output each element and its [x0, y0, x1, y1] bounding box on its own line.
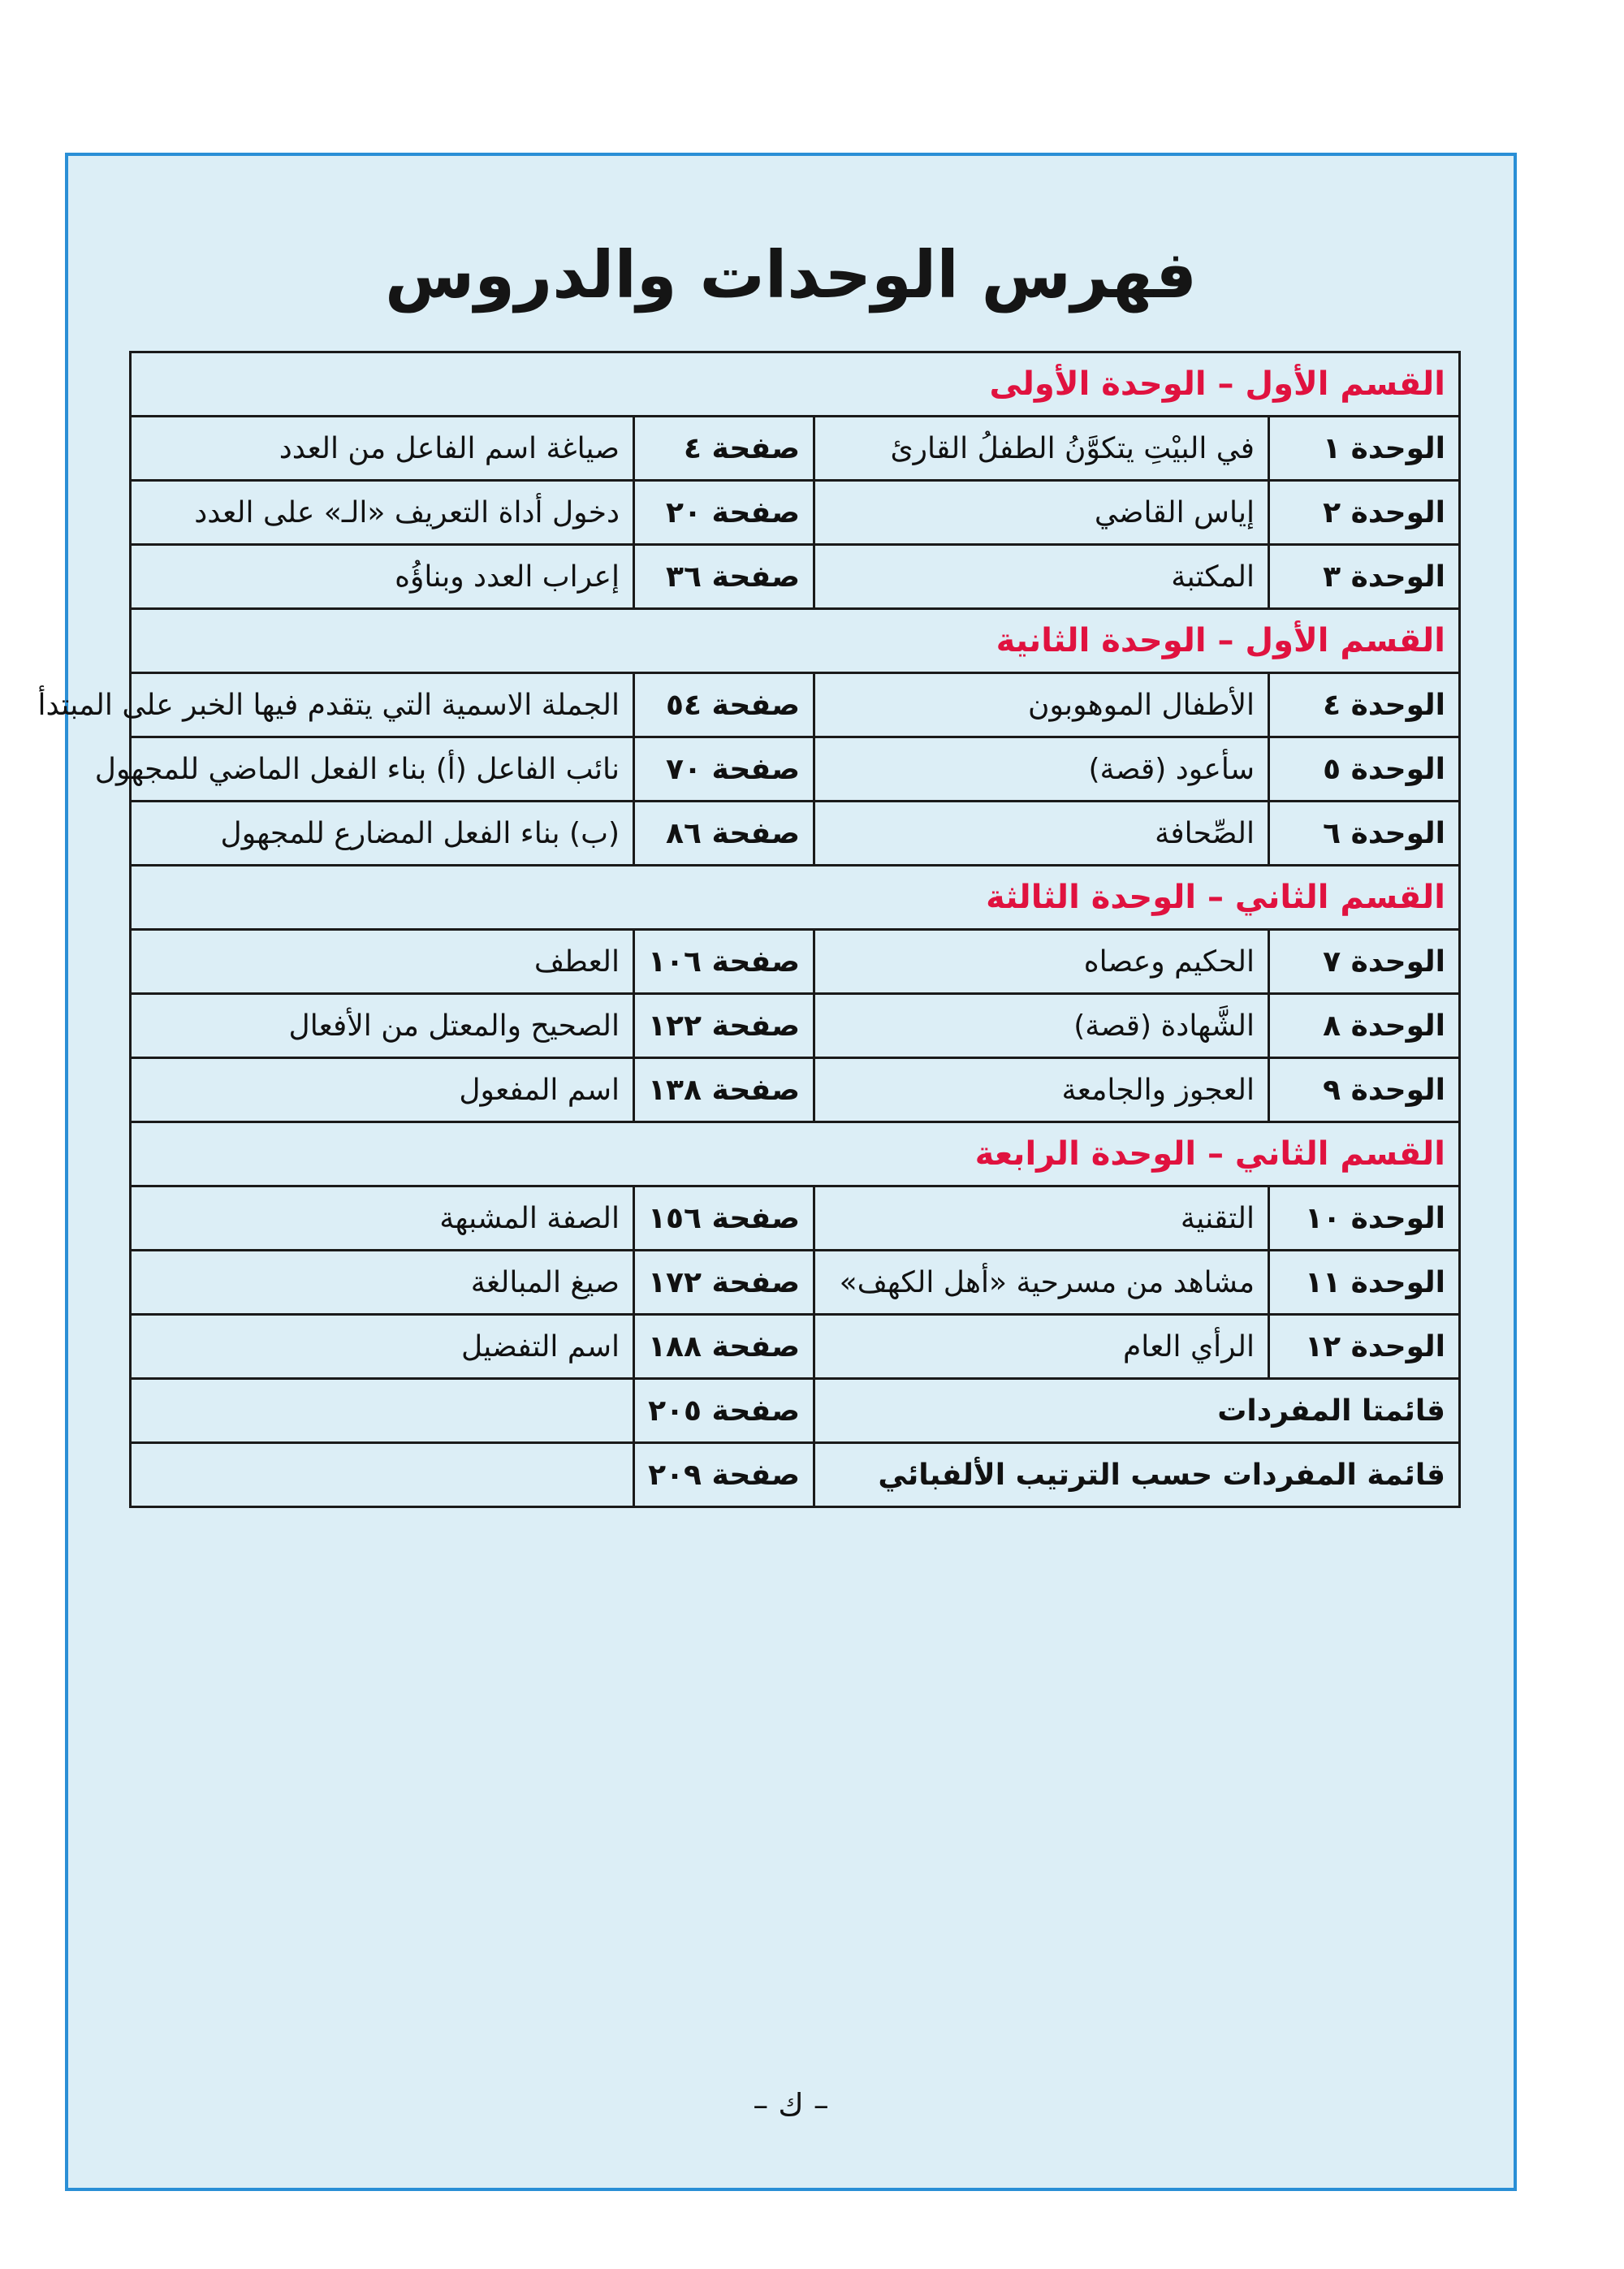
grammar-topic: صيغ المبالغة	[131, 1251, 634, 1315]
unit-number: الوحدة ١	[1269, 417, 1460, 481]
section-heading-row	[131, 866, 1460, 930]
unit-number: الوحدة ٦	[1269, 802, 1460, 866]
grammar-topic: نائب الفاعل (أ) بناء الفعل الماضي للمجهول	[131, 737, 634, 802]
table-row	[131, 481, 1460, 545]
table-row	[131, 930, 1460, 994]
unit-number: الوحدة ١٢	[1269, 1315, 1460, 1379]
grammar-topic: الصحيح والمعتل من الأفعال	[131, 994, 634, 1058]
grammar-topic: اسم المفعول	[131, 1058, 634, 1122]
lesson-title: التقنية	[814, 1186, 1269, 1251]
table-row	[131, 802, 1460, 866]
page-reference: صفحة ١٨٨	[634, 1315, 814, 1379]
lesson-title: إياس القاضي	[814, 481, 1269, 545]
table-row	[131, 417, 1460, 481]
page-number: – ك –	[753, 2087, 829, 2123]
appendix-label: قائمتا المفردات	[814, 1379, 1460, 1443]
section-heading-row	[131, 352, 1460, 417]
grammar-topic: (ب) بناء الفعل المضارع للمجهول	[131, 802, 634, 866]
page-reference: صفحة ١٥٦	[634, 1186, 814, 1251]
unit-number: الوحدة ١١	[1269, 1251, 1460, 1315]
lesson-title: مشاهد من مسرحية «أهل الكهف»	[814, 1251, 1269, 1315]
section-heading: القسم الأول – الوحدة الثانية	[131, 609, 1460, 673]
grammar-topic: الجملة الاسمية التي يتقدم فيها الخبر على المبتدأ	[131, 673, 634, 737]
unit-number: الوحدة ١٠	[1269, 1186, 1460, 1251]
page-reference: صفحة ١٠٦	[634, 930, 814, 994]
lesson-title: في البيْتِ يتكوَّنُ الطفلُ القارئ	[814, 417, 1269, 481]
table-row	[131, 1058, 1460, 1122]
lesson-title: الشَّهادة (قصة)	[814, 994, 1269, 1058]
lesson-title: الحكيم وعصاه	[814, 930, 1269, 994]
table-row	[131, 673, 1460, 737]
page-frame	[37, 153, 1517, 2191]
grammar-topic: صياغة اسم الفاعل من العدد	[131, 417, 634, 481]
section-heading: القسم الأول – الوحدة الأولى	[131, 352, 1460, 417]
unit-number: الوحدة ٢	[1269, 481, 1460, 545]
lesson-title: المكتبة	[814, 545, 1269, 609]
unit-number: الوحدة ٨	[1269, 994, 1460, 1058]
lesson-title: سأعود (قصة)	[814, 737, 1269, 802]
table-row	[131, 1315, 1460, 1379]
page-reference: صفحة ٤	[634, 417, 814, 481]
empty-cell	[131, 1379, 634, 1443]
page-reference: صفحة ٢٠	[634, 481, 814, 545]
grammar-topic: إعراب العدد وبناؤُه	[131, 545, 634, 609]
page-reference: صفحة ٢٠٥	[634, 1379, 814, 1443]
appendix-row	[131, 1379, 1460, 1443]
lesson-title: الرأي العام	[814, 1315, 1269, 1379]
table-row	[131, 545, 1460, 609]
grammar-topic: الصفة المشبهة	[131, 1186, 634, 1251]
unit-number: الوحدة ٣	[1269, 545, 1460, 609]
grammar-topic: دخول أداة التعريف «الـ» على العدد	[131, 481, 634, 545]
page-reference: صفحة ١٣٨	[634, 1058, 814, 1122]
page-reference: صفحة ١٢٢	[634, 994, 814, 1058]
table-row	[131, 994, 1460, 1058]
table-row	[131, 1186, 1460, 1251]
grammar-topic: اسم التفضيل	[131, 1315, 634, 1379]
unit-number: الوحدة ٧	[1269, 930, 1460, 994]
lesson-title: العجوز والجامعة	[814, 1058, 1269, 1122]
page-reference: صفحة ٣٦	[634, 545, 814, 609]
page-title: فهرس الوحدات والدروس	[385, 237, 1197, 313]
appendix-row	[131, 1443, 1460, 1507]
table-row	[131, 737, 1460, 802]
section-heading: القسم الثاني – الوحدة الرابعة	[131, 1122, 1460, 1186]
appendix-label: قائمة المفردات حسب الترتيب الألفبائي	[814, 1443, 1460, 1507]
page-reference: صفحة ٨٦	[634, 802, 814, 866]
unit-number: الوحدة ٤	[1269, 673, 1460, 737]
section-heading-row	[131, 1122, 1460, 1186]
table-row	[131, 1251, 1460, 1315]
empty-cell	[131, 1443, 634, 1507]
lesson-title: الأطفال الموهوبون	[814, 673, 1269, 737]
unit-number: الوحدة ٩	[1269, 1058, 1460, 1122]
unit-number: الوحدة ٥	[1269, 737, 1460, 802]
page-reference: صفحة ٧٠	[634, 737, 814, 802]
page-reference: صفحة ٥٤	[634, 673, 814, 737]
page-reference: صفحة ١٧٢	[634, 1251, 814, 1315]
page-reference: صفحة ٢٠٩	[634, 1443, 814, 1507]
grammar-topic: العطف	[131, 930, 634, 994]
section-heading-row	[131, 609, 1460, 673]
contents-table	[37, 351, 1461, 1508]
section-heading: القسم الثاني – الوحدة الثالثة	[131, 866, 1460, 930]
lesson-title: الصِّحافة	[814, 802, 1269, 866]
